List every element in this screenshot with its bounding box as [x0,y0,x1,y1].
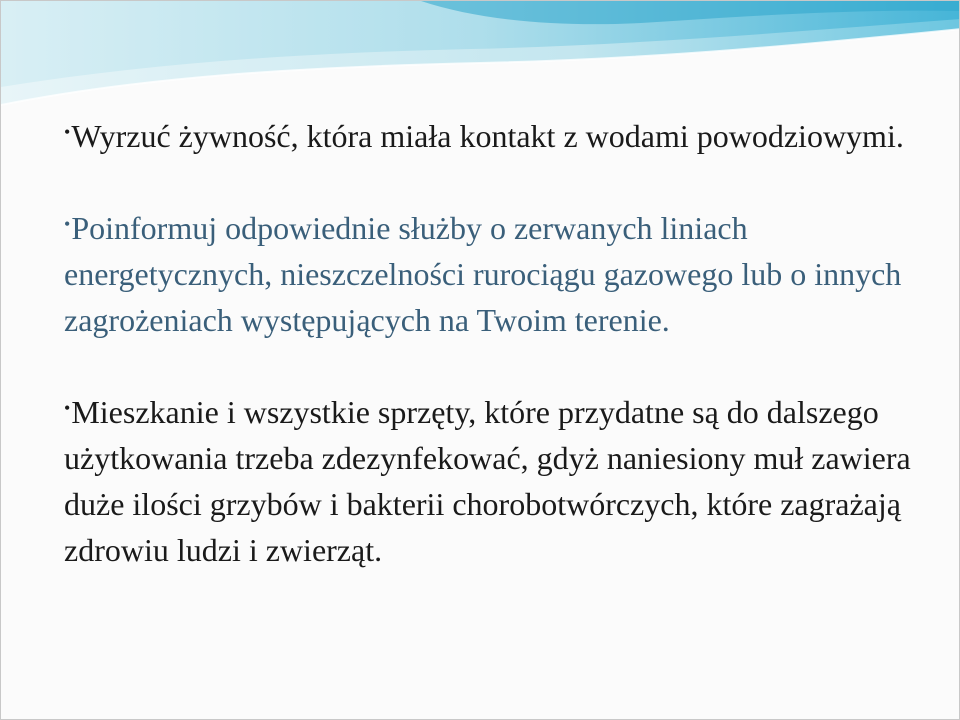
bullet-item-food [64,113,914,159]
bullet-marker: • [64,214,71,234]
bullet-marker: • [64,398,71,418]
bullet-text: Wyrzuć żywność, która miała kontakt z wodami powodziowymi. [71,118,904,154]
bullet-marker: • [64,122,71,142]
bullet-text: Mieszkanie i wszystkie sprzęty, które przydatne są do dalszego użytkowania trzeba zdezynfekować, gdyż naniesiony muł zawiera duże ilości grzybów i bakterii chorobotwórczych, które zagrażają zdrowiu ludzi i zwierząt. [64,394,911,568]
bullet-item-services [64,205,914,343]
bullet-text: Poinformuj odpowiednie służby o zerwanych liniach energetycznych, nieszczelności rurociągu gazowego lub o innych zagrożeniach występujących na Twoim terenie. [64,210,902,338]
header-wave-decoration [1,1,960,111]
bullet-list [64,113,914,573]
bullet-item-disinfection [64,389,914,573]
